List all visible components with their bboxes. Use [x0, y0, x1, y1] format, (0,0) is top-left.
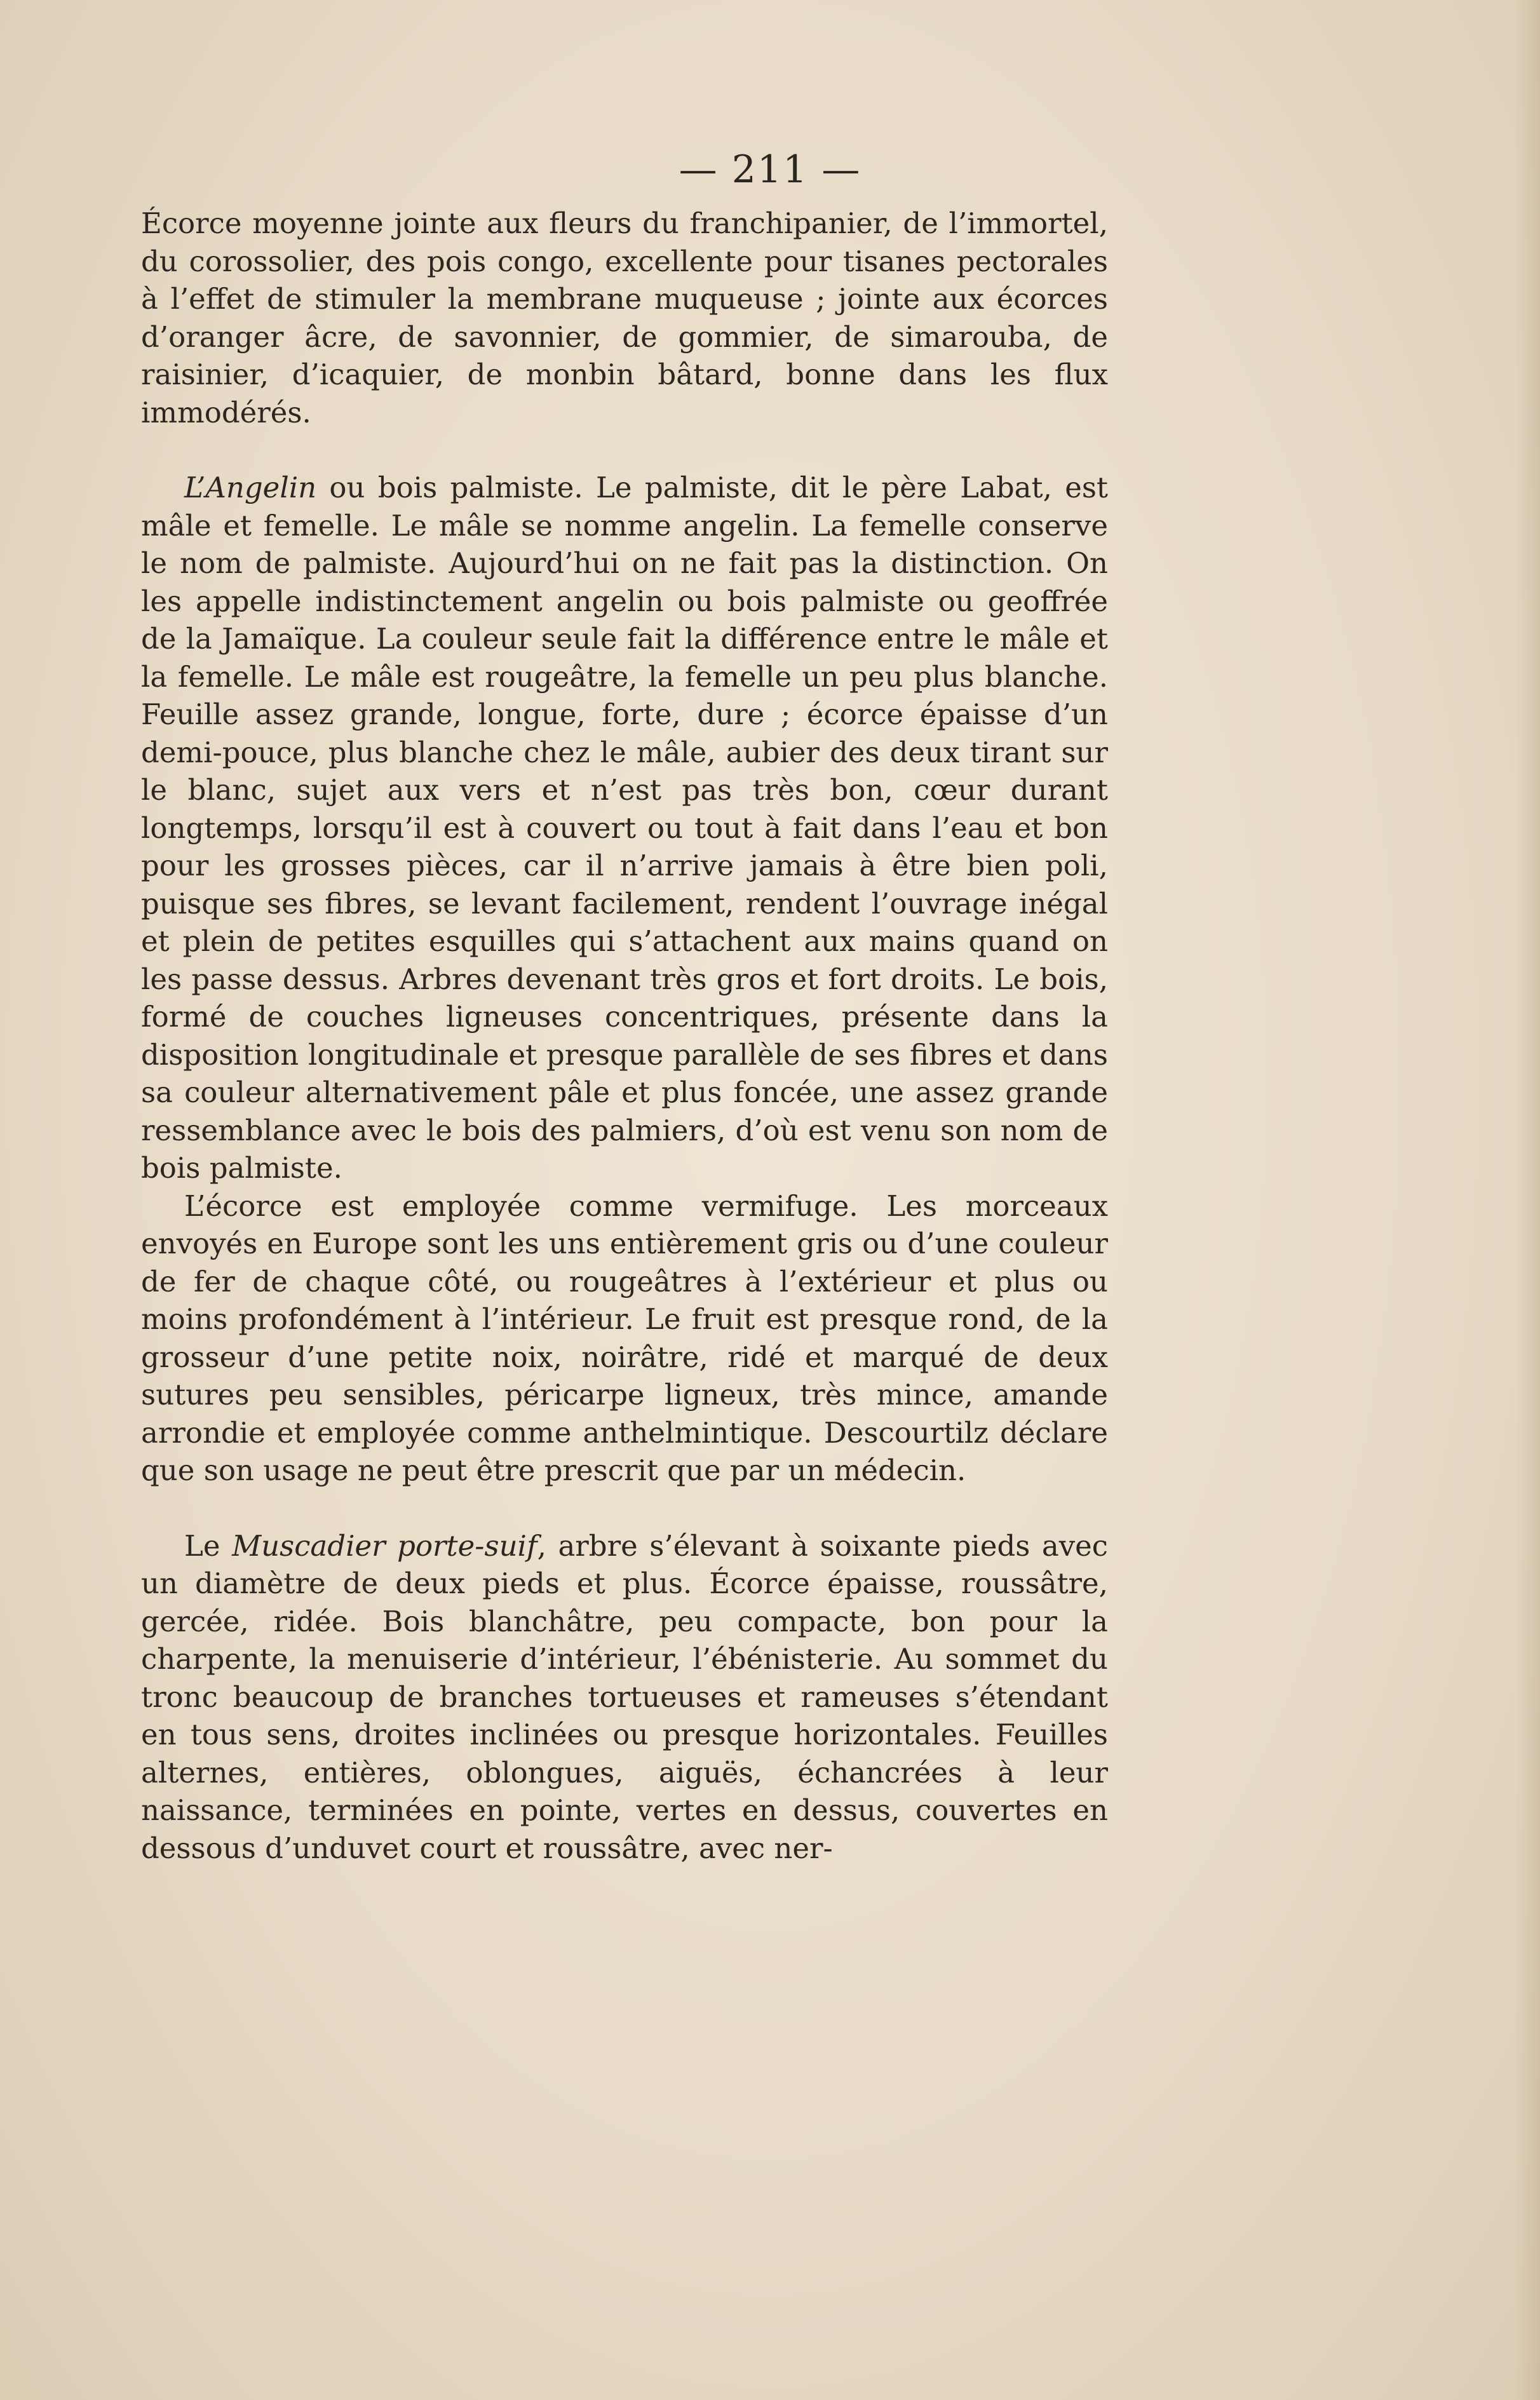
body-text — [141, 205, 1108, 1867]
paragraph-lead-word: Le — [184, 1528, 220, 1563]
plant-name-angelin: L’Angelin — [184, 471, 317, 504]
paragraph-text: , arbre s’élevant à soixante pieds avec un diamètre de deux pieds et plus. Écorce épaisse, roussâtre, gercée, ridée. Bois blanchâtre, peu compacte, bon pour la charpente, la menuiserie d’intérieur, l’ébénisterie. Au sommet du tronc beaucoup de branches tortueuses et rameuses s’étendant en tous sens, droites inclinées ou presque horizontales. Feuilles alternes, entières, oblongues, aiguës, échancrées à leur naissance, terminées en pointe, vertes en dessus, couvertes en dessous d’unduvet court et roussâtre, avec ner- — [141, 1528, 1108, 1865]
plant-name-muscadier: Muscadier porte-suif — [232, 1528, 537, 1563]
page-number: — 211 — — [679, 147, 861, 192]
paragraph-text: ou bois palmiste. Le palmiste, dit le père Labat, est mâle et femelle. Le mâle se nomme angelin. La femelle conserve le nom de palmiste. Aujourd’hui on ne fait pas la distinction. On les appelle indistinctement angelin ou bois palmiste ou geoffrée de la Jamaïque. La couleur seule fait la différence entre le mâle et la femelle. Le mâle est rougeâtre, la femelle un peu plus blanche. Feuille assez grande, longue, forte, dure ; écorce épaisse d’un demi-pouce, plus blanche chez le mâle, aubier des deux tirant sur le blanc, sujet aux vers et n’est pas très bon, cœur durant longtemps, lorsqu’il est à couvert ou tout à fait dans l’eau et bon pour les grosses pièces, car il n’arrive jamais à être bien poli, puisque ses fibres, se levant facilement, rendent l’ouvrage inégal et plein de petites esquilles qui s’attachent aux mains quand on les passe dessus. Arbres devenant très gros et fort droits. Le bois, formé de couches ligneuses concentriques, présente dans la disposition longitudinale et presque parallèle de ses fibres et dans sa couleur alternativement pâle et plus foncée, une assez grande ressemblance avec le bois des palmiers, d’où est venu son nom de bois palmiste. — [141, 471, 1108, 1185]
paragraph-ecorce-vermifuge — [141, 1187, 1108, 1490]
paragraph-ecorce — [141, 205, 1108, 431]
paragraph-muscadier — [141, 1527, 1108, 1868]
paragraph-angelin — [141, 469, 1108, 1187]
paragraph-text: L’écorce est employée comme vermifuge. Les morceaux envoyés en Europe sont les uns entièrement gris ou d’une couleur de fer de chaque côté, ou rougeâtres à l’extérieur et plus ou moins profondément à l’intérieur. Le fruit est presque rond, de la grosseur d’une petite noix, noirâtre, ridé et marqué de deux sutures peu sensibles, péricarpe ligneux, très mince, amande arrondie et employée comme anthelmintique. Descourtilz déclare que son usage ne peut être prescrit que par un médecin. — [141, 1189, 1108, 1487]
page-edge-shadow — [1515, 0, 1540, 2400]
paragraph-text: Écorce moyenne jointe aux fleurs du franchipanier, de l’immortel, du corossolier, des pois congo, excellente pour tisanes pectorales à l’effet de stimuler la membrane muqueuse ; jointe aux écorces d’oranger âcre, de savonnier, de gommier, de simarouba, de raisinier, d’icaquier, de monbin bâtard, bonne dans les flux immodérés. — [141, 206, 1108, 429]
